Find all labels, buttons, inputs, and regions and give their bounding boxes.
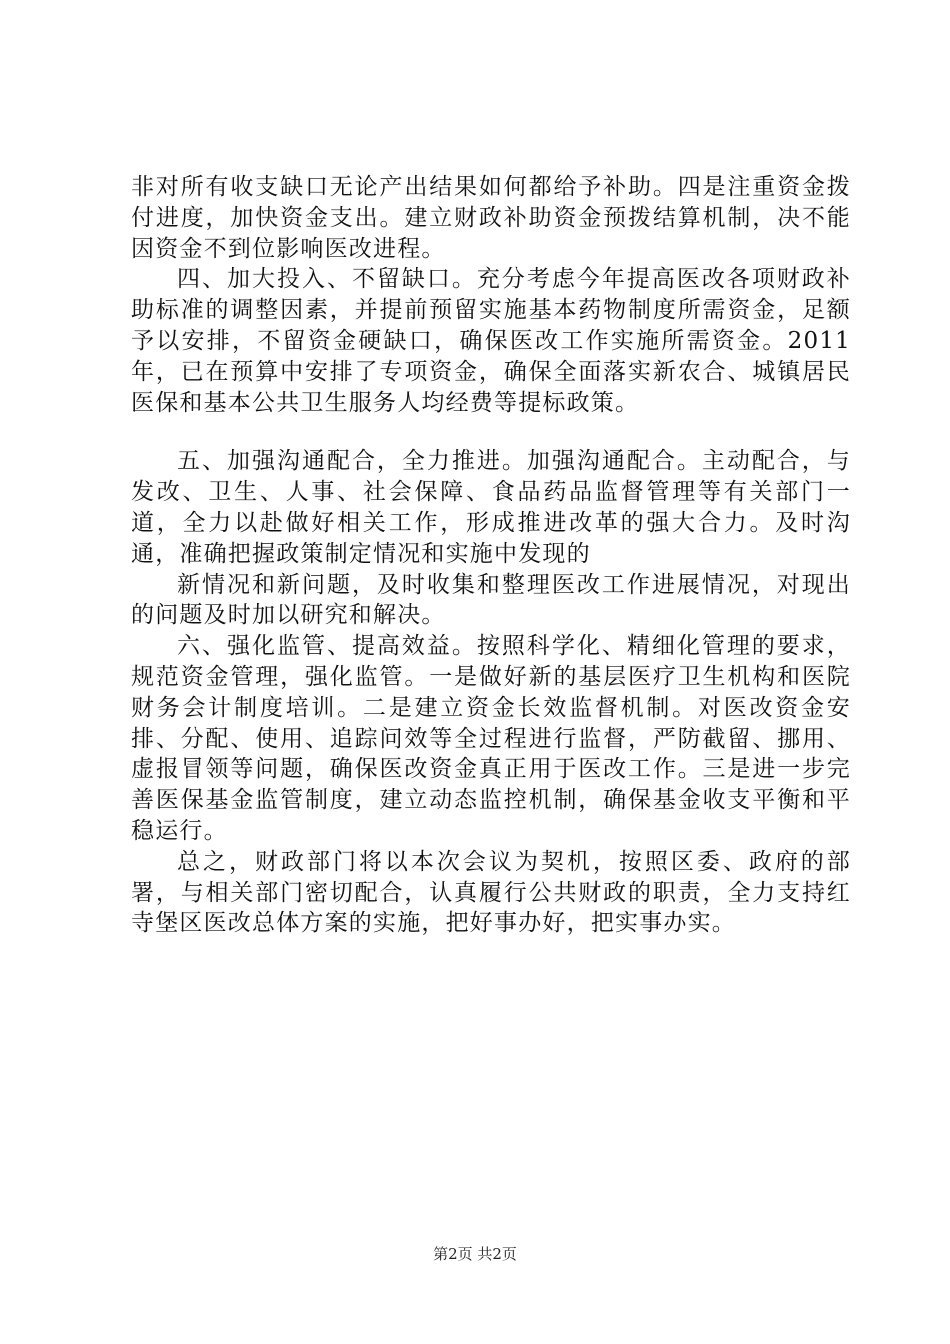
document-body (131, 172, 851, 939)
paragraph-gap (131, 418, 851, 446)
paragraph-communication: 五、加强沟通配合，全力推进。加强沟通配合。主动配合，与发改、卫生、人事、社会保障、食品药品监督管理等有关部门一道，全力以赴做好相关工作，形成推进改革的强大合力。及时沟通，准确把握政策制定情况和实施中发现的 (131, 448, 851, 567)
paragraph-supervision: 六、强化监管、提高效益。按照科学化、精细化管理的要求，规范资金管理，强化监管。一是做好新的基层医疗卫生机构和医院财务会计制度培训。二是建立资金长效监督机制。对医改资金安排、分配、使用、追踪问效等全过程进行监督，严防截留、挪用、虚报冒领等问题，确保医改资金真正用于医改工作。三是进一步完善医保基金监管制度，建立动态监控机制，确保基金收支平衡和平稳运行。 (131, 633, 851, 844)
page-number-footer: 第2页 共2页 (433, 1245, 517, 1263)
paragraph-conclusion: 总之，财政部门将以本次会议为契机，按照区委、政府的部署，与相关部门密切配合，认真履行公共财政的职责，全力支持红寺堡区医改总体方案的实施，把好事办好，把实事办实。 (131, 848, 851, 937)
paragraph-new-issues: 新情况和新问题，及时收集和整理医改工作进展情况，对现出的问题及时加以研究和解决。 (131, 571, 851, 629)
paragraph-increase-investment: 四、加大投入、不留缺口。充分考虑今年提高医改各项财政补助标准的调整因素，并提前预留实施基本药物制度所需资金，足额予以安排，不留资金硬缺口，确保医改工作实施所需资金。2011年，已在预算中安排了专项资金，确保全面落实新农合、城镇居民医保和基本公共卫生服务人均经费等提标政策。 (131, 266, 851, 416)
paragraph-funding-continuation: 非对所有收支缺口无论产出结果如何都给予补助。四是注重资金拨付进度，加快资金支出。建立财政补助资金预拨结算机制，决不能因资金不到位影响医改进程。 (131, 174, 851, 262)
